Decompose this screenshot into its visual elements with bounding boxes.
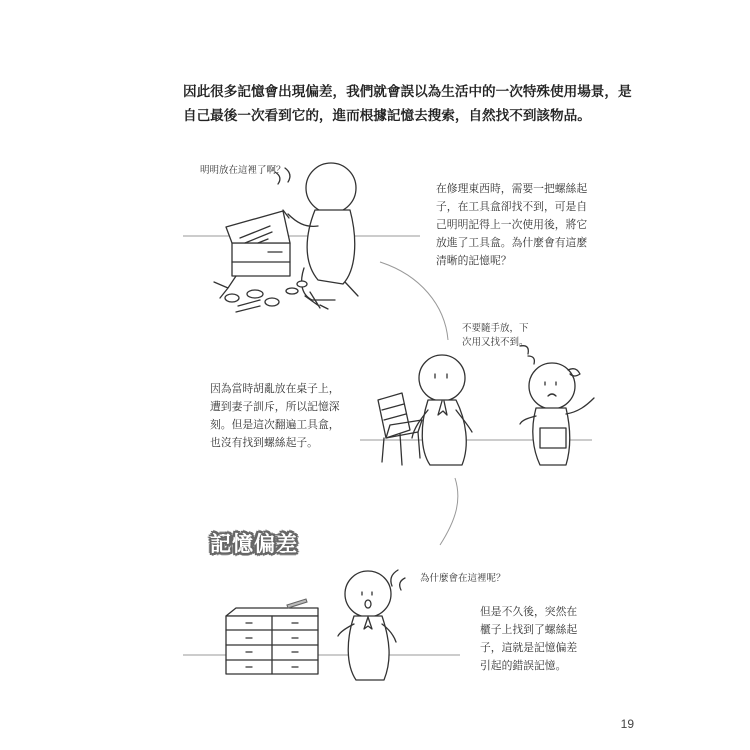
page-number: 19 bbox=[620, 717, 634, 731]
surprised-character bbox=[338, 571, 396, 680]
screwdriver bbox=[287, 599, 307, 608]
speech-bubble-2 bbox=[462, 322, 529, 350]
wife-character bbox=[520, 363, 594, 465]
thought-marks-3 bbox=[391, 570, 405, 590]
thought-bubble-3: 為什麼會在這裡呢？ bbox=[420, 573, 506, 584]
connector-arc-2 bbox=[440, 478, 458, 545]
caption-line: 子，在工具盒卻找不到，可是自 bbox=[436, 200, 588, 213]
intro-line-2: 自己最後一次看到它的，進而根據記憶去搜索，自然找不到該物品。 bbox=[183, 108, 591, 124]
caption-line: 放進了工具盒。為什麼會有這麼 bbox=[436, 236, 588, 249]
panel-3-illustration bbox=[183, 570, 460, 680]
scattered-tools bbox=[214, 276, 328, 312]
caption-line: 也沒有找到螺絲起子。 bbox=[210, 436, 318, 449]
intro-line-1: 因此很多記憶會出現偏差，我們就會誤以為生活中的一次特殊使用場景，是 bbox=[183, 84, 632, 100]
caption-line: 子，這就是記憶偏差 bbox=[480, 641, 578, 654]
thought-bubble-1: 明明放在這裡了啊？ bbox=[200, 165, 286, 176]
section-title: 記憶偏差 bbox=[210, 532, 298, 556]
connector-arc-1 bbox=[380, 262, 448, 340]
caption-line: 己明明記得上一次使用後，將它 bbox=[436, 218, 588, 231]
dresser bbox=[226, 599, 318, 674]
panel-1-caption bbox=[436, 180, 587, 270]
caption-line: 清晰的記憶呢？ bbox=[436, 254, 512, 267]
panel-2-caption bbox=[210, 380, 340, 452]
panel-3-caption bbox=[480, 603, 577, 675]
bubble-line: 不要隨手放，下 bbox=[462, 323, 529, 334]
caption-line: 但是不久後，突然在 bbox=[480, 605, 578, 618]
caption-line: 櫃子上找到了螺絲起 bbox=[480, 623, 578, 636]
panel-1-illustration bbox=[183, 163, 420, 312]
toolbox bbox=[226, 211, 290, 276]
kneeling-character bbox=[283, 163, 358, 300]
husband-character bbox=[412, 355, 472, 465]
caption-line: 在修理東西時，需要一把螺絲起 bbox=[436, 182, 588, 195]
caption-line: 因為當時胡亂放在桌子上， bbox=[210, 382, 340, 395]
caption-line: 刻。但是這次翻遍工具盒， bbox=[210, 418, 340, 431]
panel-2-illustration bbox=[360, 346, 594, 465]
bubble-line: 次用又找不到。 bbox=[462, 337, 529, 348]
caption-line: 遭到妻子訓斥，所以記憶深 bbox=[210, 400, 340, 413]
caption-line: 引起的錯誤記憶。 bbox=[480, 659, 567, 672]
